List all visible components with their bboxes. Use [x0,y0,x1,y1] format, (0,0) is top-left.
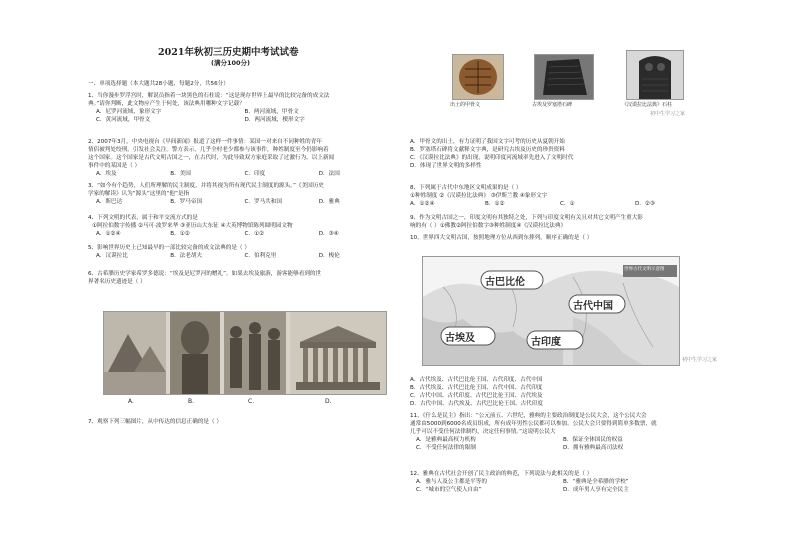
desert-ground [104,372,166,394]
question-5 [88,244,393,260]
q10-option[interactable]: C．古代中国、古代印度、古代巴比伦王国、古代埃及 [410,393,543,399]
question-3 [88,182,393,206]
q1-line: 1、当你漫步罗浮宫时，解说员指着一块黑色的石柱说：“这是现存世界上最早的比较完备的成文法 [88,93,330,99]
section-heading: 一、单项选择题（本大题共28小题，每题2分，共56分） [88,81,229,87]
q11-option[interactable]: C．不受任何法律的限制 [416,445,476,451]
q1-option[interactable]: C．黄河流域，甲骨文 [96,117,151,123]
q2-option[interactable]: B．美国 [170,171,191,177]
q3-line: 学家的解读》认为“源头”这里的“他”是指 [88,191,190,197]
q3-option[interactable]: A．斯巴达 [96,199,123,205]
q5-option[interactable]: A．汉谟拉比 [96,253,128,259]
map-title: 世界古代文明示意图 [624,267,665,272]
question-9 [410,214,710,230]
map-label-egypt[interactable]: 古埃及 [445,333,475,344]
hammurabi-stele-image [626,50,684,100]
q11-line: 通常由5000到6000名成员组成，所有成年男性公民都可以参加。公民大会只要得到简单多数票，就 [410,421,657,427]
q1-option[interactable]: B．两河流域，甲骨文 [244,109,299,115]
exam-subtitle: (满分100分) [211,59,251,67]
q4-stem: 4、下列文明的代表，属于和平交流方式的是 [88,215,198,221]
q6-label-d[interactable]: D. [325,398,332,405]
q7-option[interactable]: C．《汉谟拉比法典》的出现，说明印度河流域率先进入了文明时代 [410,155,574,161]
q12-option[interactable]: D．成年男人享有完全民主 [563,487,629,493]
q9-line: 响的有（ ）①佛教②阿拉伯数字③种姓制度④《汉谟拉比法典》 [410,223,567,229]
q5-stem: 5、影响世界历史上已知最早的一部比较完备的成文法典的是（ ） [88,245,250,251]
question-4 [88,214,393,238]
map-graphic [423,257,679,365]
q3-line: 3、“如今有个趋势，人们所理解的民主制度，并将其视为所有现代民主制度的源头。”《美国历史 [88,183,324,189]
map-label-babylon[interactable]: 古巴比伦 [485,277,525,288]
oracle-bone-image [452,54,504,100]
map-label-india[interactable]: 古印度 [531,337,561,348]
q7-option[interactable]: D．体现了世界文明的多样性 [410,163,482,169]
oracle-bone-graphic [453,55,503,99]
caption-oracle-bone: 出土的甲骨文 [450,102,481,108]
question-7-stem: 7、观察下列三幅图片，从中传达的信息正确的是（ ） [88,419,222,425]
q12-option[interactable]: A．雅与人及公主都是平等的 [416,479,487,485]
q8-stem: 8、下列属于古代中东地区文明成果的是（ ） [410,185,522,191]
q7-option[interactable]: A．甲骨文的出土，有力证明了我国文字可考的历史从夏朝开始 [410,139,565,145]
watermark: 初中生学习之家 [682,357,718,363]
q6-image-strip [103,311,387,395]
q1-line: 典。”请你判断，此文物应产生于何处，该法典用哪种文字记载？ [88,101,245,107]
exam-title: 2021年秋初三历史期中考试试卷 [158,47,299,58]
q2-line: 2、2007年3月，中央电视台《早间新闻》报道了这样一件事情：某国一对来自不同种姓的青年 [88,139,322,145]
q11-line: 11、《什么是民主》指出：“公元前五、六世纪，雅典的主要政治制度是公民大会，这个公民大会 [410,413,647,419]
q4-option[interactable]: A．①②④ [96,231,121,237]
rosetta-stone-image [534,54,594,100]
q10-option[interactable]: A．古代埃及、古代巴比伦王国、古代印度、古代中国 [410,377,543,383]
q8-option[interactable]: B．①② [485,201,505,207]
question-10-options [410,376,710,408]
question-8 [410,184,710,208]
q2-option[interactable]: A．埃及 [96,171,117,177]
q2-line: 情侣被判处绞刑，引发社会关注。警方表示，几乎全村老少都参与该事件，种姓制度至今仍影响着 [88,147,329,153]
q10-option[interactable]: D．古代中国、古代埃及、古代巴比伦王国、古代印度 [410,401,543,407]
caption-hammurabi-stele: 《汉谟拉比法典》石柱 [622,102,673,108]
caption-rosetta-stone: 古埃及罗塞塔石碑 [532,102,573,108]
q2-option[interactable]: C．印度 [244,171,266,177]
q8-option[interactable]: A．①②④ [410,201,435,207]
statue-body [182,354,208,394]
q12-option[interactable]: B．“雅典是全希腊的学校” [563,479,629,485]
q5-option[interactable]: C．伯利克里 [244,253,277,259]
q4-items: ①阿拉伯数字传播 ②马可·波罗来华 ③亚历山大东征 ④大英博物馆陈列圆明园文物 [92,223,293,229]
q2-line: 这个国家。这个国家是古代文明古国之一，在古代时，为此导致双方家庭采取了过激行为。以上新闻 [88,155,335,161]
q6-label-a[interactable]: A. [128,398,134,405]
q11-option[interactable]: A．是雅典最高权力机构 [416,437,476,443]
q8-option[interactable]: D．②③ [635,201,655,207]
question-2 [88,138,393,178]
q12-stem: 12、雅典在古代社会开创了民主政治的典范，下列说法与此相关的是（ ） [410,471,593,477]
q1-option[interactable]: D．两河流域，楔形文字 [244,117,305,123]
rosetta-stone-graphic [535,55,593,99]
q4-option[interactable]: B．①② [170,231,190,237]
question-1 [88,92,393,124]
q1-option[interactable]: A．尼罗河流域，象形文字 [96,109,162,115]
q3-option[interactable]: B．罗马帝国 [170,199,203,205]
parthenon-frieze [300,342,376,348]
q6-line: 6、古希腊历史学家希罗多德说：“埃及是尼罗河的赠礼”。如果去埃及旅游，游客能够看到的世 [88,271,322,277]
q6-label-b[interactable]: B. [188,398,195,405]
q10-option[interactable]: B．古代埃及、古代巴比伦王国、古代中国、古代印度 [410,385,543,391]
question-6 [88,270,393,286]
hammurabi-stele-graphic [627,51,683,99]
q8-items: ①种姓制度 ②《汉谟拉比法典》 ③伊斯兰教 ④象形文字 [410,193,548,199]
q5-option[interactable]: D．梭伦 [318,253,340,259]
q4-option[interactable]: D．③④ [318,231,339,237]
q8-option[interactable]: C．① [560,201,575,207]
q11-option[interactable]: B．保证全体国民的权益 [563,437,623,443]
q3-option[interactable]: D．雅典 [318,199,340,205]
parthenon-base [296,382,380,390]
q2-line: 事件中的某国是（ ） [88,163,141,169]
question-10-stem: 10、世界四大文明古国，按照地理方位从西到东排列，顺序正确的是（ ） [410,235,593,241]
map-label-china[interactable]: 古代中国 [573,301,613,312]
q4-option[interactable]: C．①② [244,231,265,237]
question-12 [410,470,710,494]
q6-label-c[interactable]: C. [248,398,255,405]
question-11 [410,412,710,452]
q6-photos [104,312,386,394]
statue-head [181,321,209,355]
q11-option[interactable]: D．拥有雅典最高司法权 [563,445,624,451]
q2-option[interactable]: D．法国 [318,171,340,177]
q12-option[interactable]: C．“城市的空气使人自由” [416,487,482,493]
question-7-options [410,138,710,170]
ancient-civilizations-map [422,256,680,366]
watermark: 初中生学习之家 [650,111,686,117]
q5-option[interactable]: B．法老胡夫 [170,253,203,259]
q9-line: 9、作为文明古国之一，印度文明有其独特之处，下列与印度文明有关且对其它文明产生重大影 [410,215,643,221]
q7-option[interactable]: B．罗塞塔石碑将文献释文字典，是研究古埃及历史的珍贵资料 [410,147,565,153]
q3-option[interactable]: C．罗马共和国 [244,199,282,205]
q11-line: 几乎可以不受任何法律制约，决定任何事情。”这说明公民大 [410,429,556,435]
q6-line: 界著名历史遗迹是（ ） [88,279,146,285]
